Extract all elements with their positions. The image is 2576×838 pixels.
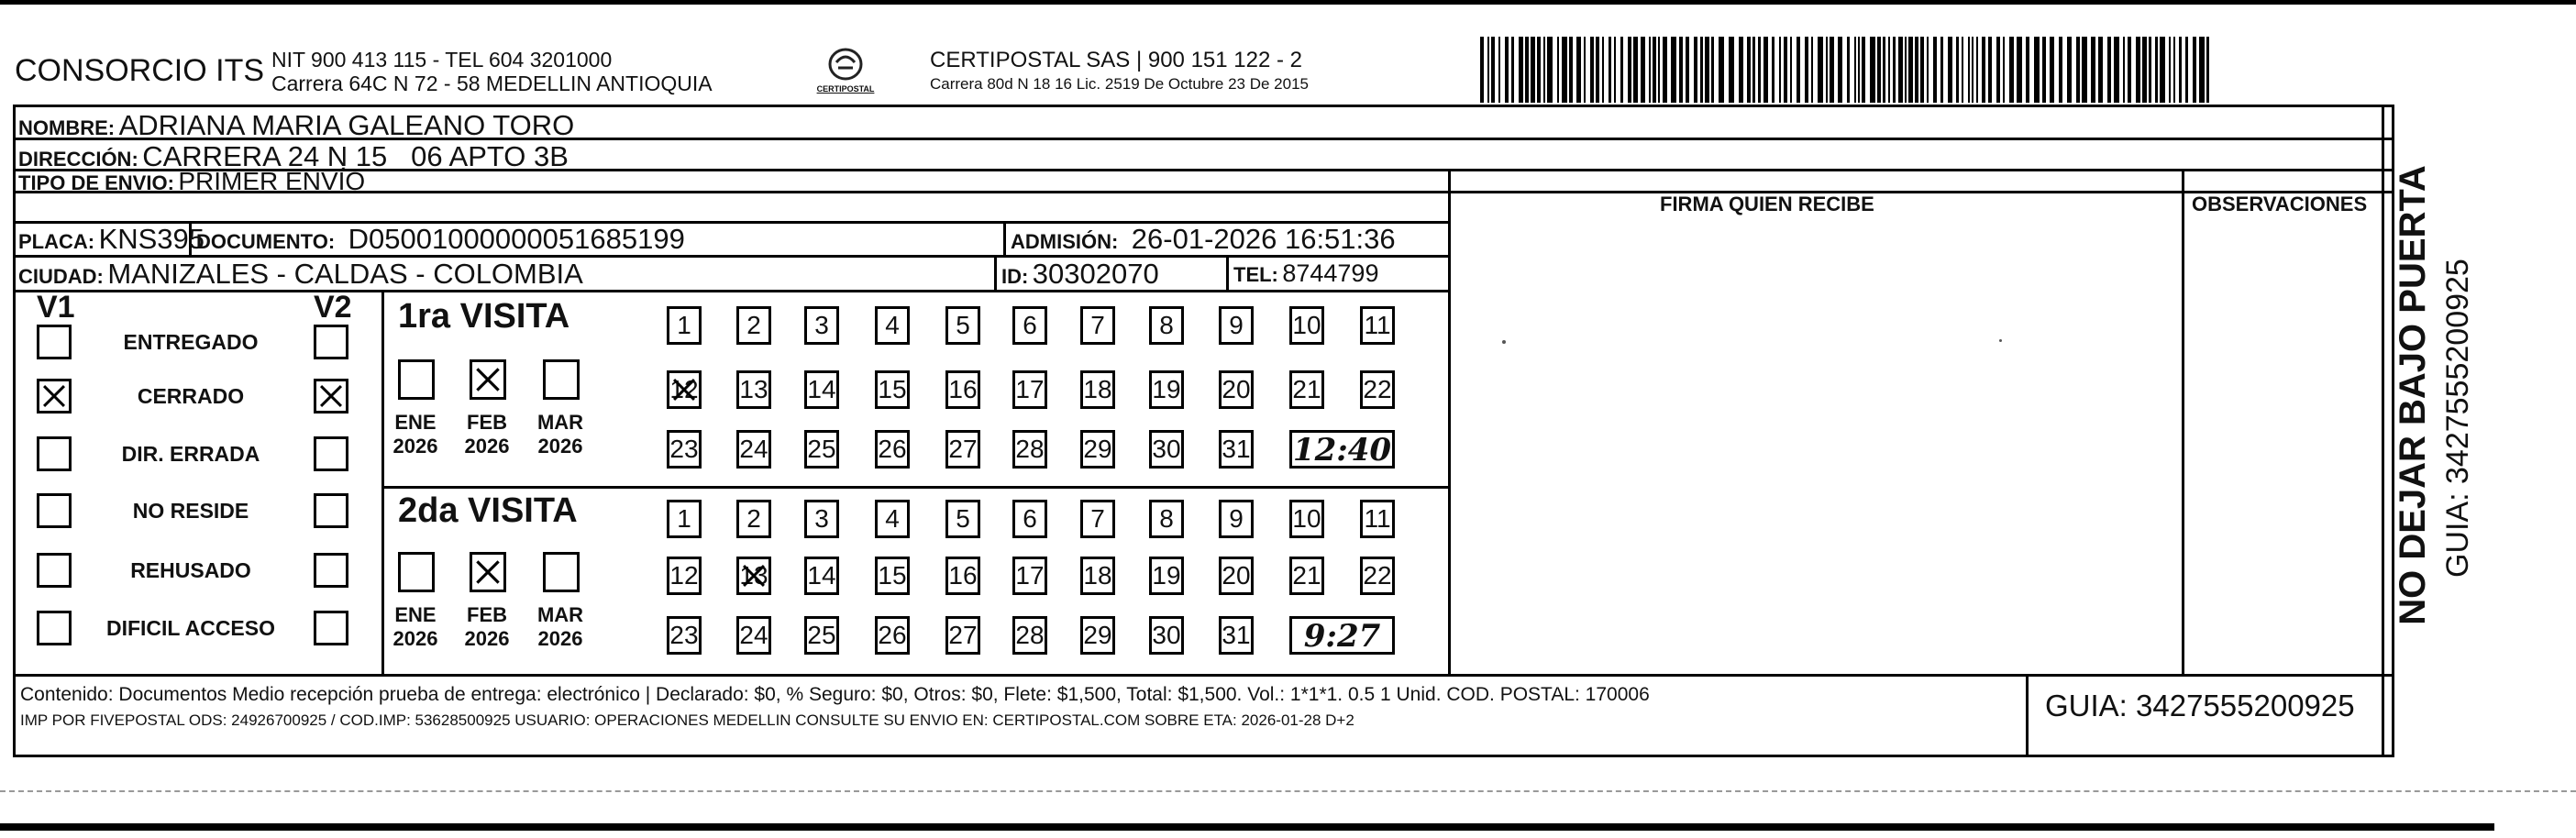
day-box[interactable]	[875, 370, 910, 409]
day-number: 10	[1292, 504, 1321, 533]
day-number: 26	[878, 621, 907, 649]
v2-label: V2	[314, 290, 352, 325]
placa-row	[18, 223, 205, 256]
day-box[interactable]	[1012, 500, 1047, 538]
month-checkbox[interactable]	[543, 552, 580, 592]
v2-checkbox[interactable]	[314, 611, 348, 645]
day-box[interactable]	[1219, 500, 1254, 538]
day-number: 20	[1222, 561, 1251, 590]
observaciones-label: OBSERVACIONES	[2192, 193, 2368, 215]
day-number: 15	[878, 375, 907, 403]
v1-checkbox[interactable]	[37, 436, 72, 471]
footer-content-line: Contenido: Documentos Medio recepción prueba de entrega: electrónico | Declarado: $0, % Seguro: $0, Otros: $0, Flete: $1,500, Total: $1,500. Vol.: 1*1*1. 0.5 1 Unid. COD. POSTAL: 170006	[20, 684, 1650, 705]
status-label: REHUSADO	[130, 558, 251, 582]
day-box[interactable]	[1012, 306, 1047, 345]
day-number: 31	[1222, 435, 1251, 463]
day-number: 9	[1229, 311, 1244, 339]
day-number: 6	[1023, 311, 1037, 339]
nombre-value: ADRIANA MARIA GALEANO TORO	[118, 109, 575, 141]
month-year: 2026	[537, 435, 583, 458]
month-year: 2026	[464, 627, 510, 650]
day-box[interactable]	[1080, 616, 1115, 655]
day-number: 10	[1292, 311, 1321, 339]
side-guia: GUIA: 3427555200925	[2440, 259, 2475, 578]
admision-value: 26-01-2026 16:51:36	[1131, 223, 1396, 255]
v1-label: V1	[37, 290, 75, 325]
tel-row	[1233, 259, 1378, 288]
month-year: 2026	[537, 627, 583, 650]
day-box[interactable]	[736, 616, 771, 655]
day-number: 1	[677, 311, 691, 339]
side-no-dejar: NO DEJAR BAJO PUERTA	[2393, 165, 2433, 625]
tipo-label: TIPO DE ENVIO:	[18, 171, 174, 194]
day-number: 25	[807, 621, 836, 649]
day-box[interactable]	[1080, 370, 1115, 409]
day-box[interactable]	[1149, 306, 1184, 345]
day-number: 27	[948, 435, 978, 463]
day-number: 14	[807, 375, 836, 403]
v1-checkbox[interactable]	[37, 325, 72, 359]
day-box[interactable]	[736, 500, 771, 538]
day-number: 29	[1083, 435, 1112, 463]
firma-label: FIRMA QUIEN RECIBE	[1660, 193, 1874, 215]
month-label: ENE	[394, 603, 437, 626]
day-number: 21	[1292, 561, 1321, 590]
id-label: ID:	[1001, 265, 1029, 288]
nombre-label: NOMBRE:	[18, 116, 116, 139]
day-number: 20	[1222, 375, 1251, 403]
day-box[interactable]	[1149, 557, 1184, 595]
day-number: 18	[1083, 561, 1112, 590]
day-number: 30	[1152, 621, 1181, 649]
day-box[interactable]	[667, 430, 702, 469]
day-number: 26	[878, 435, 907, 463]
direccion-label: DIRECCIÓN:	[18, 148, 138, 171]
day-number: 21	[1292, 375, 1321, 403]
company-address: Carrera 64C N 72 - 58 MEDELLIN ANTIOQUIA	[271, 72, 713, 95]
day-number: 23	[669, 435, 699, 463]
day-number: 13	[739, 561, 768, 590]
first-visit-title: 1ra VISITA	[398, 297, 570, 336]
nombre-row	[18, 109, 574, 142]
day-box[interactable]	[1012, 370, 1047, 409]
day-box[interactable]	[875, 306, 910, 345]
day-box[interactable]	[804, 430, 839, 469]
day-box[interactable]	[736, 557, 771, 595]
day-number: 15	[878, 561, 907, 590]
v2-checkbox[interactable]	[314, 553, 348, 588]
day-box[interactable]	[804, 306, 839, 345]
month-checkbox[interactable]	[398, 552, 435, 592]
day-box[interactable]	[667, 557, 702, 595]
footer-imp-line: IMP POR FIVEPOSTAL ODS: 24926700925 / COD.IMP: 53628500925 USUARIO: OPERACIONES MEDELLIN CONSULTE SU ENVIO EN: CERTIPOSTAL.COM SOBRE ETA: 2026-01-28 D+2	[20, 711, 1354, 729]
day-number: 4	[885, 311, 900, 339]
day-number: 16	[948, 375, 978, 403]
day-box[interactable]	[1012, 430, 1047, 469]
id-value: 30302070	[1032, 258, 1159, 290]
day-box[interactable]	[875, 557, 910, 595]
day-box[interactable]	[1289, 306, 1324, 345]
footer-guia: GUIA: 3427555200925	[2045, 689, 2355, 722]
day-box[interactable]	[1080, 430, 1115, 469]
day-box[interactable]	[1149, 500, 1184, 538]
month-checkbox[interactable]	[470, 359, 506, 400]
day-box[interactable]	[1149, 430, 1184, 469]
day-number: 7	[1090, 311, 1105, 339]
month-label: MAR	[536, 603, 584, 626]
day-box[interactable]	[736, 370, 771, 409]
day-number: 16	[948, 561, 978, 590]
month-label: FEB	[467, 603, 507, 626]
day-number: 3	[814, 504, 829, 533]
day-number: 6	[1023, 504, 1037, 533]
form-box	[13, 105, 2394, 757]
tipo-row	[18, 167, 366, 198]
top-border-rule	[0, 0, 2576, 5]
day-number: 4	[885, 504, 900, 533]
day-box[interactable]	[945, 557, 980, 595]
day-number: 22	[1363, 375, 1392, 403]
status-label: ENTREGADO	[123, 330, 259, 354]
month-year: 2026	[392, 627, 438, 650]
day-number: 17	[1015, 561, 1045, 590]
second-visit-title: 2da VISITA	[398, 491, 578, 530]
ciudad-row	[18, 258, 583, 291]
day-number: 8	[1159, 504, 1174, 533]
day-box[interactable]	[667, 500, 702, 538]
day-box[interactable]	[1080, 500, 1115, 538]
day-box[interactable]	[1080, 557, 1115, 595]
day-number: 28	[1015, 621, 1045, 649]
documento-value: D05001000000051685199	[348, 223, 685, 255]
day-box[interactable]	[804, 370, 839, 409]
day-number: 1	[677, 504, 691, 533]
visit-time-value: 12:40	[1292, 432, 1392, 469]
month-label: ENE	[394, 411, 437, 434]
status-label: DIR. ERRADA	[121, 442, 260, 466]
day-box[interactable]	[1012, 557, 1047, 595]
day-box[interactable]	[1360, 306, 1395, 345]
day-number: 30	[1152, 435, 1181, 463]
month-label: FEB	[467, 411, 507, 434]
v2-checkbox[interactable]	[314, 493, 348, 528]
day-number: 28	[1015, 435, 1045, 463]
day-number: 13	[739, 375, 768, 403]
day-number: 2	[746, 311, 761, 339]
v1-checkbox[interactable]	[37, 611, 72, 645]
month-year: 2026	[464, 435, 510, 458]
day-box[interactable]	[945, 430, 980, 469]
day-box[interactable]	[667, 306, 702, 345]
company-nit: NIT 900 413 115 - TEL 604 3201000	[271, 48, 613, 72]
day-number: 5	[956, 311, 970, 339]
day-box[interactable]	[1219, 557, 1254, 595]
day-number: 22	[1363, 561, 1392, 590]
day-box[interactable]	[1289, 370, 1324, 409]
day-number: 11	[1364, 311, 1391, 339]
day-number: 19	[1152, 375, 1181, 403]
documento-label: DOCUMENTO:	[196, 230, 336, 253]
day-box[interactable]	[1219, 616, 1254, 655]
certipostal-logo	[809, 44, 882, 103]
day-box[interactable]	[736, 430, 771, 469]
status-label: CERRADO	[137, 384, 245, 408]
day-number: 8	[1159, 311, 1174, 339]
day-number: 17	[1015, 375, 1045, 403]
day-number: 12	[669, 561, 699, 590]
placa-label: PLACA:	[18, 230, 95, 253]
day-box[interactable]	[875, 430, 910, 469]
day-box[interactable]	[804, 557, 839, 595]
direccion-value: CARRERA 24 N 15 06 APTO 3B	[142, 140, 569, 172]
certipostal-line1: CERTIPOSTAL SAS | 900 151 122 - 2	[930, 48, 1302, 72]
visit-time-box[interactable]	[1289, 616, 1395, 655]
day-box[interactable]	[1289, 500, 1324, 538]
day-box[interactable]	[945, 370, 980, 409]
v1-checkbox[interactable]	[37, 379, 72, 413]
visit-time-box[interactable]	[1289, 430, 1395, 469]
day-number: 24	[739, 621, 768, 649]
barcode	[1480, 37, 2214, 103]
day-number: 19	[1152, 561, 1181, 590]
day-number: 3	[814, 311, 829, 339]
status-label: DIFICIL ACCESO	[105, 616, 275, 640]
placa-value: KNS395	[98, 223, 205, 255]
day-number: 29	[1083, 621, 1112, 649]
month-checkbox[interactable]	[543, 359, 580, 400]
certipostal-line2: Carrera 80d N 18 16 Lic. 2519 De Octubre 23 De 2015	[930, 75, 1309, 93]
day-box[interactable]	[945, 616, 980, 655]
documento-row	[196, 223, 685, 256]
day-box[interactable]	[945, 500, 980, 538]
day-box[interactable]	[804, 616, 839, 655]
visit-time-value: 9:27	[1303, 618, 1381, 655]
v2-checkbox[interactable]	[314, 379, 348, 413]
v2-checkbox[interactable]	[314, 436, 348, 471]
day-box[interactable]	[1360, 370, 1395, 409]
day-box[interactable]	[1149, 616, 1184, 655]
day-number: 12	[669, 375, 699, 403]
v2-checkbox[interactable]	[314, 325, 348, 359]
month-year: 2026	[392, 435, 438, 458]
day-box[interactable]	[667, 370, 702, 409]
month-checkbox[interactable]	[398, 359, 435, 400]
day-number: 5	[956, 504, 970, 533]
month-checkbox[interactable]	[470, 552, 506, 592]
day-number: 14	[807, 561, 836, 590]
day-box[interactable]	[804, 500, 839, 538]
day-box[interactable]	[1360, 557, 1395, 595]
day-box[interactable]	[1080, 306, 1115, 345]
day-number: 31	[1222, 621, 1251, 649]
tel-value: 8744799	[1282, 259, 1379, 287]
month-label: MAR	[536, 411, 584, 434]
admision-row	[1011, 223, 1396, 256]
day-box[interactable]	[945, 306, 980, 345]
admision-label: ADMISIÓN:	[1011, 230, 1119, 253]
day-number: 11	[1364, 504, 1391, 533]
ciudad-value: MANIZALES - CALDAS - COLOMBIA	[107, 258, 583, 290]
stray-dot	[1999, 339, 2002, 342]
day-number: 23	[669, 621, 699, 649]
day-number: 9	[1229, 504, 1244, 533]
status-label: NO RESIDE	[132, 499, 249, 523]
company-name: CONSORCIO ITS	[15, 53, 265, 88]
day-box[interactable]	[736, 306, 771, 345]
v1-checkbox[interactable]	[37, 493, 72, 528]
stray-dot	[1502, 340, 1506, 344]
day-box[interactable]	[1289, 557, 1324, 595]
day-box[interactable]	[1219, 370, 1254, 409]
day-box[interactable]	[1219, 306, 1254, 345]
day-number: 24	[739, 435, 768, 463]
v1-checkbox[interactable]	[37, 553, 72, 588]
day-box[interactable]	[875, 500, 910, 538]
side-vertical-text	[2393, 139, 2521, 651]
day-box[interactable]	[1149, 370, 1184, 409]
day-box[interactable]	[667, 616, 702, 655]
day-box[interactable]	[1360, 500, 1395, 538]
logo-text: CERTIPOSTAL	[816, 84, 875, 94]
day-number: 7	[1090, 504, 1105, 533]
tipo-value: PRIMER ENVÍO	[178, 167, 366, 195]
id-row	[1001, 258, 1159, 291]
day-box[interactable]	[1219, 430, 1254, 469]
day-number: 18	[1083, 375, 1112, 403]
cut-line	[0, 790, 2576, 792]
ciudad-label: CIUDAD:	[18, 265, 104, 288]
tel-label: TEL:	[1233, 263, 1278, 286]
bottom-border-rule	[0, 823, 2494, 831]
day-number: 25	[807, 435, 836, 463]
day-number: 2	[746, 504, 761, 533]
day-number: 27	[948, 621, 978, 649]
day-box[interactable]	[1012, 616, 1047, 655]
day-box[interactable]	[875, 616, 910, 655]
